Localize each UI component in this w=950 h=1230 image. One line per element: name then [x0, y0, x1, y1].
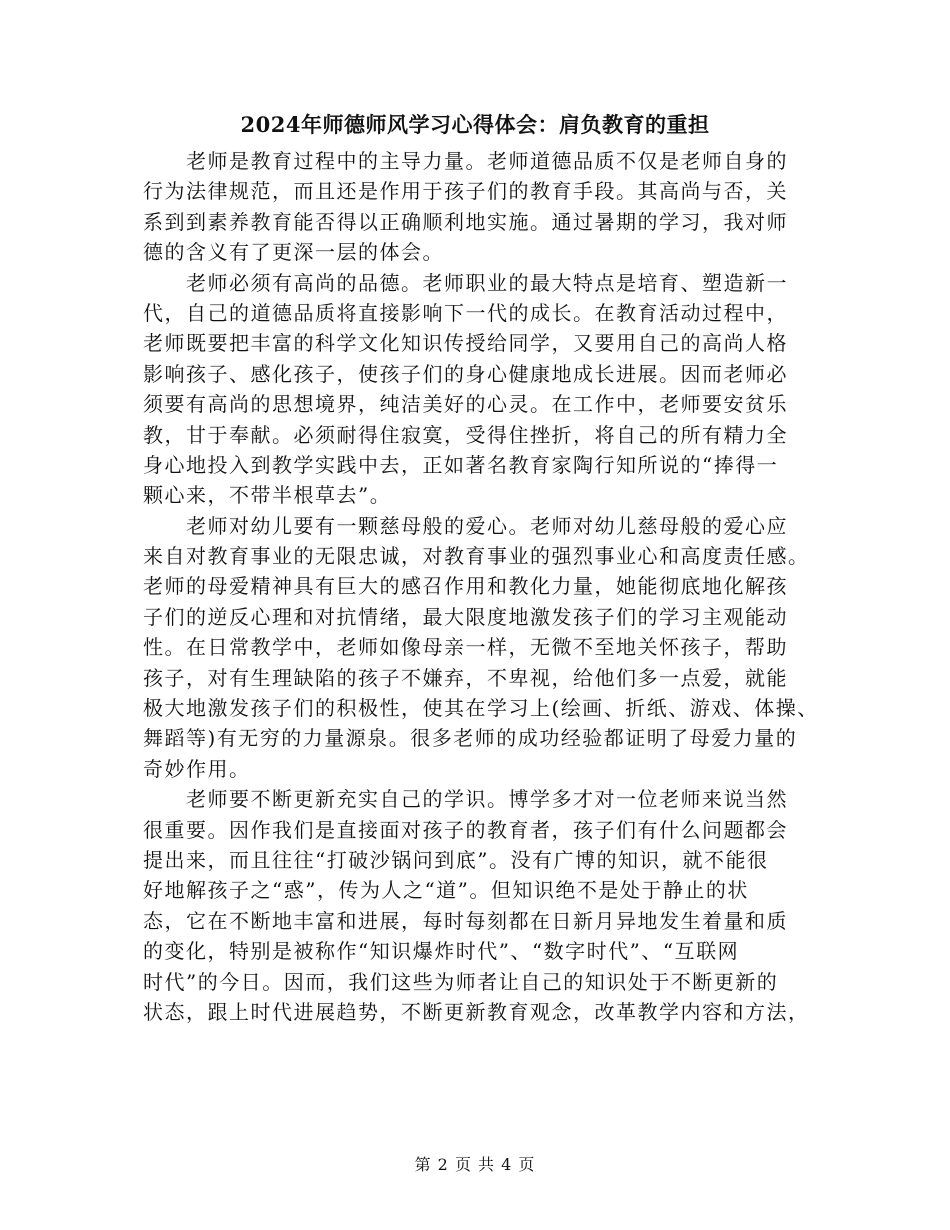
- text-line: 舞蹈等)有无穷的力量源泉。很多老师的成功经验都证明了母爱力量的: [143, 726, 798, 751]
- text-line: 的变化，特别是被称作“知识爆炸时代”、“数字时代”、“互联网: [143, 939, 740, 964]
- text-line: 时代”的今日。因而，我们这些为师者让自己的知识处于不断更新的: [143, 969, 779, 994]
- text-line: 老师必须有高尚的品德。老师职业的最大特点是培育、塑造新一: [186, 270, 788, 295]
- text-line: 状态，跟上时代进展趋势，不断更新教育观念，改革教学内容和方法，: [143, 999, 810, 1024]
- text-line: 须要有高尚的思想境界，纯洁美好的心灵。在工作中，老师要安贫乐: [143, 392, 788, 417]
- text-line: 老师既要把丰富的科学文化知识传授给同学，又要用自己的高尚人格: [143, 331, 788, 356]
- text-line: 身心地投入到教学实践中去，正如著名教育家陶行知所说的“捧得一: [143, 452, 779, 477]
- text-line: 子们的逆反心理和对抗情绪，最大限度地激发孩子们的学习主观能动: [143, 604, 788, 629]
- document-title: 2024年师德师风学习心得体会：肩负教育的重担: [240, 112, 710, 137]
- text-line: 德的含义有了更深一层的体会。: [143, 240, 444, 265]
- text-line: 孩子，对有生理缺陷的孩子不嫌弃，不卑视，给他们多一点爱，就能: [143, 665, 788, 690]
- text-line: 老师对幼儿要有一颗慈母般的爱心。老师对幼儿慈母般的爱心应: [186, 513, 788, 538]
- text-line: 影响孩子、感化孩子，使孩子们的身心健康地成长进展。因而老师必: [143, 361, 788, 386]
- text-line: 老师要不断更新充实自己的学识。博学多才对一位老师来说当然: [186, 787, 788, 812]
- text-line: 系到到素养教育能否得以正确顺利地实施。通过暑期的学习，我对师: [143, 209, 788, 234]
- document-body: [143, 146, 819, 1027]
- text-line: 代，自己的道德品质将直接影响下一代的成长。在教育活动过程中，: [143, 300, 788, 325]
- text-line: 行为法律规范，而且还是作用于孩子们的教育手段。其高尚与否，关: [143, 179, 788, 204]
- text-line: 来自对教育事业的无限忠诚，对教育事业的强烈事业心和高度责任感。: [143, 544, 810, 569]
- text-line: 颗心来，不带半根草去”。: [143, 483, 392, 508]
- text-line: 很重要。因作我们是直接面对孩子的教育者，孩子们有什么问题都会: [143, 817, 788, 842]
- text-line: 老师的母爱精神具有巨大的感召作用和教化力量，她能彻底地化解孩: [143, 574, 788, 599]
- text-line: 好地解孩子之“惑”，传为人之“道”。但知识绝不是处于静止的状: [143, 878, 749, 903]
- text-line: 极大地激发孩子们的积极性，使其在学习上(绘画、折纸、游戏、体操、: [143, 696, 819, 721]
- text-line: 老师是教育过程中的主导力量。老师道德品质不仅是老师自身的: [186, 149, 788, 173]
- text-line: 性。在日常教学中，老师如像母亲一样，无微不至地关怀孩子，帮助: [143, 635, 788, 660]
- page-number-footer: 第 2 页 共 4 页: [414, 1155, 536, 1174]
- text-line: 态，它在不断地丰富和进展，每时每刻都在日新月异地发生着量和质: [143, 908, 788, 933]
- text-line: 奇妙作用。: [143, 756, 251, 781]
- text-line: 提出来，而且往往“打破沙锅问到底”。没有广博的知识，就不能很: [143, 847, 769, 872]
- text-line: 教，甘于奉献。必须耐得住寂寞，受得住挫折，将自己的所有精力全: [143, 422, 788, 447]
